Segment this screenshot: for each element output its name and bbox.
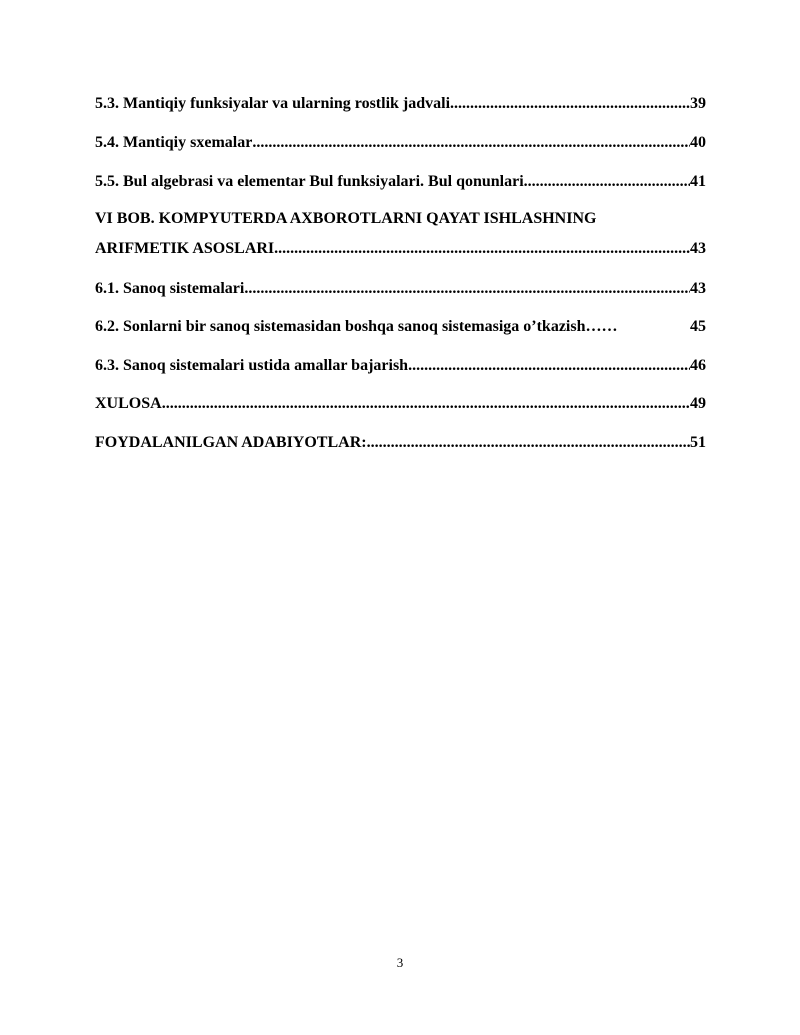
toc-row bbox=[95, 356, 706, 376]
toc-entry-page: 49 bbox=[690, 395, 706, 412]
toc-entry-title: XULOSA bbox=[95, 395, 162, 412]
toc-entry-title: 6.1. Sanoq sistemalari bbox=[95, 280, 245, 297]
toc-entry-title: 5.5. Bul algebrasi va elementar Bul funksiyalari. Bul qonunlari bbox=[95, 173, 524, 190]
toc-row bbox=[95, 433, 706, 453]
toc-entry-6-3[interactable] bbox=[95, 356, 706, 376]
toc-dot-leader bbox=[524, 172, 690, 192]
toc-entry-title: 5.3. Mantiqiy funksiyalar va ularning rostlik jadvali bbox=[95, 95, 451, 112]
page-number: 3 bbox=[396, 955, 404, 970]
toc-row bbox=[95, 172, 706, 192]
toc-entry-page: 45 bbox=[690, 318, 706, 335]
toc-entry-title-line2: ARIFMETIK ASOSLARI bbox=[95, 240, 275, 257]
toc-entry-page: 40 bbox=[690, 134, 706, 151]
toc-dot-leader bbox=[408, 356, 690, 376]
toc-entry-title-line1: VI BOB. KOMPYUTERDA AXBOROTLARNI QAYAT ISHLASHNING bbox=[95, 210, 597, 227]
toc-entry-page: 51 bbox=[690, 434, 706, 451]
toc-entry-6-1[interactable] bbox=[95, 279, 706, 299]
toc-dot-leader bbox=[252, 133, 690, 153]
toc-entry-chapter-6[interactable] bbox=[95, 209, 706, 259]
toc-entry-page: 43 bbox=[690, 280, 706, 297]
toc-row bbox=[95, 239, 706, 259]
toc-dot-leader bbox=[244, 279, 690, 299]
toc-entry-title: FOYDALANILGAN ADABIYOTLAR: bbox=[95, 434, 367, 451]
toc-ellipsis-leader: …… bbox=[585, 318, 618, 335]
toc-dot-leader bbox=[274, 239, 690, 259]
toc-entry-title: 5.4. Mantiqiy sxemalar bbox=[95, 134, 253, 151]
toc-entry-title: 6.3. Sanoq sistemalari ustida amallar bajarish bbox=[95, 357, 409, 374]
toc-entry-page: 43 bbox=[690, 240, 706, 257]
toc-entry-5-3[interactable] bbox=[95, 94, 706, 114]
toc-entry-5-4[interactable] bbox=[95, 133, 706, 153]
toc-entry-page: 41 bbox=[690, 173, 706, 190]
toc-row bbox=[95, 133, 706, 153]
toc-row bbox=[95, 279, 706, 299]
toc-entry-6-2[interactable] bbox=[95, 317, 706, 337]
toc-entry-5-5[interactable] bbox=[95, 172, 706, 192]
toc-dot-leader bbox=[162, 394, 690, 414]
toc-entry-title: 6.2. Sonlarni bir sanoq sistemasidan boshqa sanoq sistemasiga o’tkazish bbox=[95, 318, 586, 335]
toc-entry-page: 39 bbox=[690, 95, 706, 112]
toc-entry-adabiyotlar[interactable] bbox=[95, 433, 706, 453]
toc-row bbox=[95, 94, 706, 114]
toc-row bbox=[95, 394, 706, 414]
toc-entry-xulosa[interactable] bbox=[95, 394, 706, 414]
toc-entry-page: 46 bbox=[690, 357, 706, 374]
toc-dot-leader bbox=[450, 94, 690, 114]
toc-row bbox=[95, 317, 706, 337]
toc-dot-leader bbox=[367, 433, 690, 453]
